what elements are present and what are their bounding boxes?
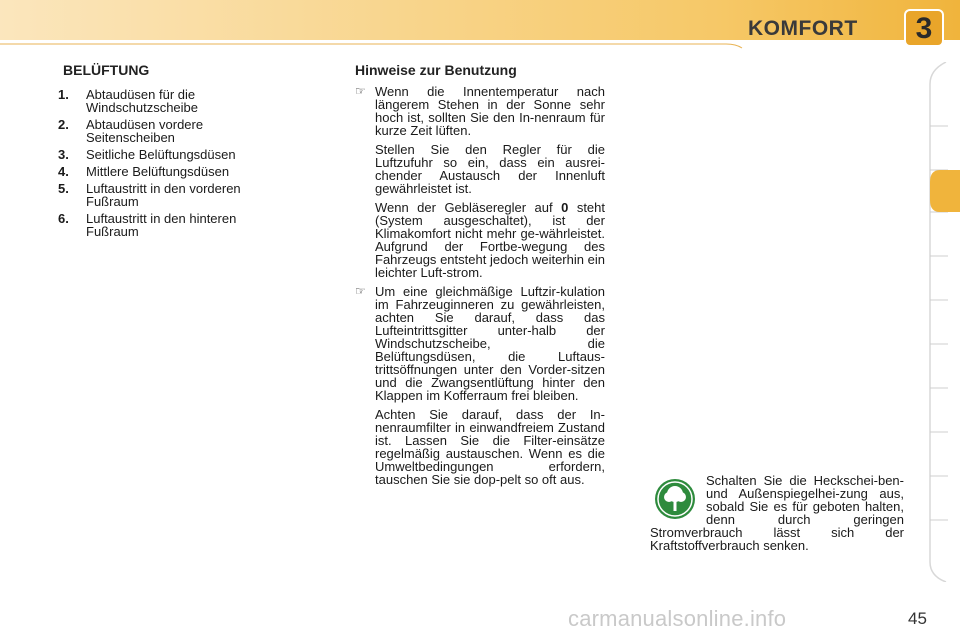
page-number: 45 xyxy=(908,609,927,628)
list-item xyxy=(58,165,288,178)
item-number: 6. xyxy=(58,211,69,226)
item-text: Luftaustritt in den vorderen Fußraum xyxy=(86,181,241,209)
chapter-number: 3 xyxy=(915,12,933,45)
item-number: 1. xyxy=(58,87,69,102)
fan-setting-value: 0 xyxy=(561,200,569,215)
note-air-circulation xyxy=(355,285,605,402)
pointing-hand-icon: ☞ xyxy=(355,284,366,298)
item-text: Luftaustritt in den hinteren Fußraum xyxy=(86,211,237,239)
note-text: Wenn die Innentemperatur nach längerem Stehen in der Sonne sehr hoch ist, sollten Sie den In-nenraum für kurze Zeit lüften. xyxy=(375,84,605,138)
note-paragraph xyxy=(375,201,605,279)
note-paragraph: Stellen Sie den Regler für die Luftzufuhr so ein, dass ein ausrei-chender Austausch der Innenluft gewährleistet ist. xyxy=(375,142,605,196)
note-text: Wenn der Gebläseregler auf xyxy=(375,200,553,215)
list-item xyxy=(58,88,288,114)
list-item xyxy=(58,212,288,238)
item-number: 3. xyxy=(58,147,69,162)
watermark: carmanualsonline.info xyxy=(568,606,787,631)
list-item xyxy=(58,182,288,208)
note-paragraph: Achten Sie darauf, dass der In-nenraumfilter in einwandfreiem Zustand ist. Lassen Sie die Filter-einsätze regelmäßig austauschen. Wenn es die Umweltbedingungen erfordern, tauschen Sie sie dop-pelt so oft aus. xyxy=(375,407,605,487)
vent-numbered-list xyxy=(58,88,288,242)
item-number: 5. xyxy=(58,181,69,196)
section-title-ventilation: BELÜFTUNG xyxy=(63,62,150,78)
list-item xyxy=(58,118,288,144)
chapter-title: KOMFORT xyxy=(748,17,858,40)
note-text: Um eine gleichmäßige Luftzir-kulation im Fahrzeuginneren zu gewährleisten, achten Sie darauf, dass das Lufteintrittsgitter unter-halb der Windschutzscheibe, die Belüftungsdüsen, die Luftaus-trittsöffnungen unter den Vorder-sitzen und die Zwangsentlüftung hinter den Klappen im Kofferraum frei bleiben. xyxy=(375,284,605,403)
pointing-hand-icon: ☞ xyxy=(355,84,366,98)
item-text: Abtaudüsen für die Windschutzscheibe xyxy=(86,87,198,115)
eco-tip xyxy=(650,474,904,552)
item-number: 2. xyxy=(58,117,69,132)
item-text: Abtaudüsen vordere Seitenscheiben xyxy=(86,117,204,145)
item-text: Seitliche Belüftungsdüsen xyxy=(86,147,236,162)
eco-tip-text: Schalten Sie die Heckschei-ben- und Außenspiegelhei-zung aus, sobald Sie es für geboten halten, denn durch geringen Stromverbrauch lässt sich der Kraftstoffverbrauch senken. xyxy=(650,473,904,553)
chapter-side-tabs xyxy=(926,62,960,582)
usage-notes xyxy=(355,85,605,492)
list-item xyxy=(58,148,288,161)
note-ventilate xyxy=(355,85,605,137)
section-title-usage-notes: Hinweise zur Benutzung xyxy=(355,62,517,78)
item-number: 4. xyxy=(58,164,69,179)
chapter-header xyxy=(0,0,960,52)
tree-icon xyxy=(654,478,696,520)
item-text: Mittlere Belüftungsdüsen xyxy=(86,164,230,179)
note-text: steht (System ausgeschaltet), ist der Klimakomfort nicht mehr ge-währleistet. Aufgrund der Fortbe-wegung des Fahrzeugs entsteht jedoch weiterhin ein leichter Luft-strom. xyxy=(375,200,605,280)
